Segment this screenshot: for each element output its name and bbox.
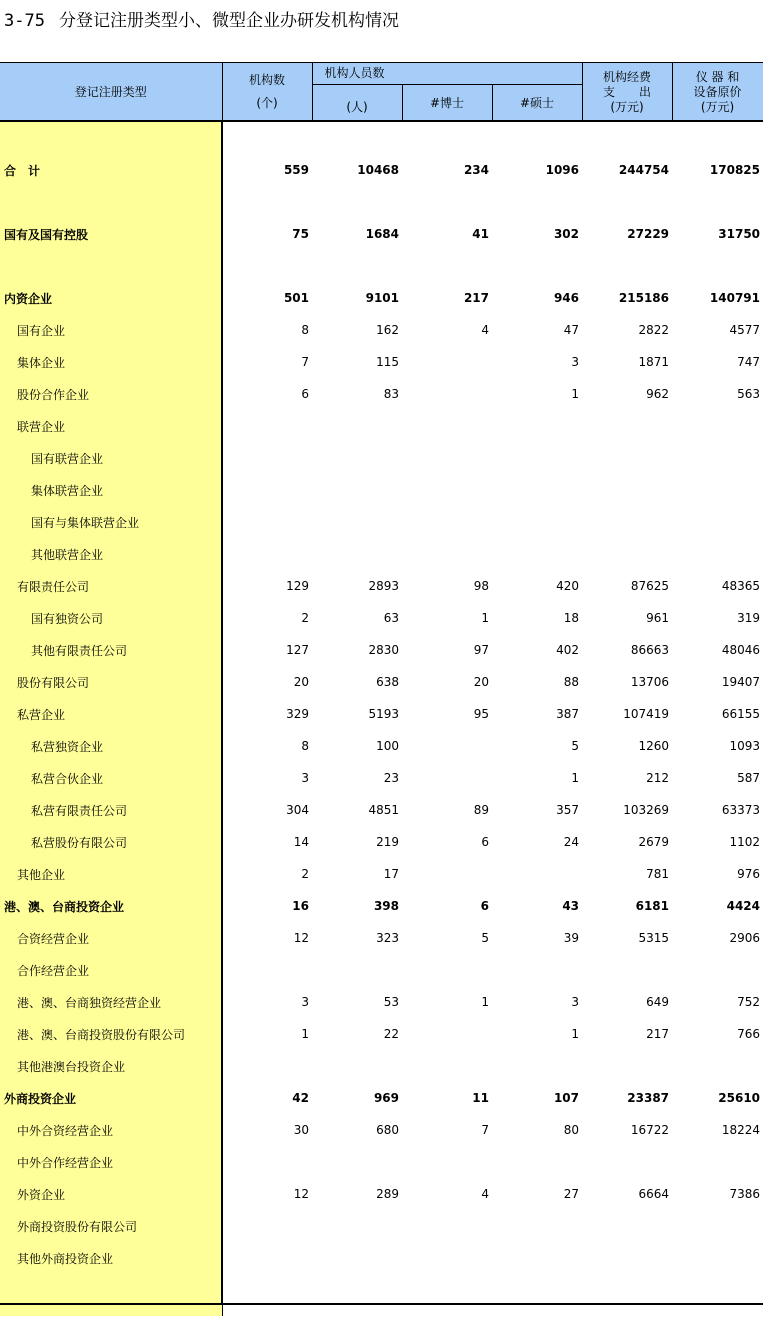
table-row: [0, 442, 763, 474]
row-label: 联营企业: [0, 410, 222, 442]
cell-masters: 402: [556, 643, 580, 657]
cell-personnel: 162: [376, 323, 399, 337]
cell-masters: 3: [571, 995, 580, 1009]
header-equip-unit: (万元): [700, 99, 735, 114]
cell-equipment: [672, 506, 763, 538]
cell-personnel: 63: [383, 611, 399, 625]
cell-institutions: [222, 538, 312, 570]
table-row: [0, 730, 763, 762]
cell-equipment: 1093: [729, 739, 761, 753]
cell-expense: [582, 1050, 672, 1082]
cell-institutions: [222, 1146, 312, 1178]
label-column-divider: [221, 120, 222, 1304]
cell-expense: [582, 538, 672, 570]
header-personnel-unit: (人): [312, 85, 402, 122]
row-label: 合 计: [0, 154, 222, 186]
cell-personnel: [312, 474, 402, 506]
table-row: [0, 858, 763, 890]
cell-phd: [402, 1210, 492, 1242]
cell-masters: 1: [571, 387, 580, 401]
cell-institutions: 127: [286, 643, 309, 657]
header-masters: #硕士: [492, 85, 582, 122]
cell-phd: 11: [472, 1091, 489, 1105]
table-row: [0, 666, 763, 698]
table-row: [0, 506, 763, 538]
row-label: 股份合作企业: [0, 378, 222, 410]
cell-phd: 95: [473, 707, 489, 721]
cell-personnel: [312, 506, 402, 538]
cell-phd: 5: [481, 931, 489, 945]
row-label: 其他企业: [0, 858, 222, 890]
table-row: [0, 762, 763, 794]
row-label: 其他港澳台投资企业: [0, 1050, 222, 1082]
cell-personnel: 115: [376, 355, 399, 369]
cell-expense: 16722: [630, 1123, 670, 1137]
cell-masters: 27: [563, 1187, 580, 1201]
cell-equipment: [672, 474, 763, 506]
cell-expense: [582, 506, 672, 538]
row-label: 中外合作经营企业: [0, 1146, 222, 1178]
cell-masters: 387: [556, 707, 580, 721]
cell-phd: 217: [463, 291, 489, 305]
cell-masters: 39: [563, 931, 580, 945]
cell-phd: 1: [481, 611, 489, 625]
cell-expense: 86663: [630, 643, 670, 657]
cell-personnel: 2893: [368, 579, 399, 593]
row-label: 集体企业: [0, 346, 222, 378]
cell-expense: 23387: [627, 1091, 670, 1105]
cell-institutions: 42: [292, 1091, 309, 1105]
table-row: [0, 602, 763, 634]
table-row: [0, 1178, 763, 1210]
cell-institutions: [222, 474, 312, 506]
cell-phd: 6: [480, 899, 489, 913]
cell-personnel: [312, 410, 402, 442]
header-expense-unit: (万元): [610, 99, 644, 114]
cell-institutions: 20: [293, 675, 309, 689]
cell-phd: 41: [472, 227, 489, 241]
cell-institutions: 1: [301, 1027, 309, 1041]
row-label: 其他外商投资企业: [0, 1242, 222, 1274]
row-label: 内资企业: [0, 282, 222, 314]
row-label: 私营合伙企业: [0, 762, 222, 794]
cell-personnel: [312, 1146, 402, 1178]
cell-equipment: 747: [737, 355, 761, 369]
cell-equipment: 7386: [729, 1187, 761, 1201]
table-row: [0, 538, 763, 570]
table-header: [0, 63, 763, 122]
cell-phd: [402, 346, 492, 378]
cell-masters: [492, 474, 582, 506]
row-label: 私营独资企业: [0, 730, 222, 762]
cell-equipment: 976: [737, 867, 761, 881]
cell-institutions: [222, 1210, 312, 1242]
cell-expense: 107419: [623, 707, 670, 721]
cell-institutions: [222, 506, 312, 538]
table-row: [0, 1210, 763, 1242]
cell-personnel: [312, 538, 402, 570]
table-row: [0, 314, 763, 346]
spacer-row: [0, 122, 763, 155]
cell-equipment: 140791: [709, 291, 761, 305]
row-label: 私营股份有限公司: [0, 826, 222, 858]
cell-expense: 103269: [623, 803, 670, 817]
cell-expense: 217: [646, 1027, 670, 1041]
cell-masters: 5: [571, 739, 580, 753]
cell-equipment: 31750: [718, 227, 761, 241]
table-row: [0, 218, 763, 250]
cell-masters: [492, 506, 582, 538]
cell-personnel: 22: [383, 1027, 399, 1041]
table-row: [0, 570, 763, 602]
cell-equipment: [672, 1050, 763, 1082]
table-row: [0, 346, 763, 378]
cell-masters: 80: [563, 1123, 580, 1137]
cell-personnel: [312, 1050, 402, 1082]
page-title: [4, 6, 399, 31]
cell-personnel: 1684: [365, 227, 399, 241]
cell-masters: 420: [556, 579, 580, 593]
cell-phd: [402, 954, 492, 986]
spacer-row: [0, 250, 763, 282]
cell-phd: 97: [473, 643, 489, 657]
cell-phd: 20: [473, 675, 489, 689]
cell-personnel: 9101: [365, 291, 399, 305]
trailing-row: [0, 1274, 763, 1316]
header-expense-l2: 支 出: [602, 84, 652, 99]
cell-institutions: [222, 410, 312, 442]
row-label: 私营企业: [0, 698, 222, 730]
cell-masters: 18: [563, 611, 580, 625]
cell-institutions: 329: [286, 707, 309, 721]
cell-expense: [582, 1242, 672, 1274]
cell-phd: [402, 1242, 492, 1274]
cell-personnel: 10468: [357, 163, 399, 177]
table-row: [0, 698, 763, 730]
cell-expense: [582, 954, 672, 986]
cell-personnel: 638: [376, 675, 399, 689]
table-row: [0, 282, 763, 314]
cell-masters: 946: [553, 291, 580, 305]
cell-phd: 6: [481, 835, 489, 849]
cell-institutions: 501: [283, 291, 309, 305]
table-row: [0, 378, 763, 410]
cell-phd: 1: [481, 995, 489, 1009]
cell-expense: 2679: [638, 835, 670, 849]
header-equip-l1: 仪 器 和: [695, 69, 740, 84]
cell-personnel: 323: [376, 931, 399, 945]
table-row: [0, 1242, 763, 1274]
cell-expense: 6181: [635, 899, 670, 913]
cell-phd: 89: [473, 803, 489, 817]
cell-expense: 87625: [630, 579, 670, 593]
cell-expense: 781: [646, 867, 670, 881]
cell-equipment: 66155: [721, 707, 761, 721]
header-personnel: 机构人员数: [312, 63, 582, 85]
row-label: 国有及国有控股: [0, 218, 222, 250]
cell-expense: [582, 1210, 672, 1242]
table-row: [0, 634, 763, 666]
row-label: 集体联营企业: [0, 474, 222, 506]
cell-institutions: 6: [301, 387, 309, 401]
cell-phd: 7: [481, 1123, 489, 1137]
row-label: 其他联营企业: [0, 538, 222, 570]
row-label: 国有与集体联营企业: [0, 506, 222, 538]
cell-expense: 27229: [627, 227, 670, 241]
header-equip-l2: 设备原价: [693, 84, 742, 99]
cell-equipment: [672, 442, 763, 474]
cell-expense: 6664: [638, 1187, 670, 1201]
cell-institutions: 8: [301, 323, 309, 337]
cell-institutions: 8: [301, 739, 309, 753]
cell-institutions: 12: [293, 1187, 309, 1201]
cell-institutions: [222, 1050, 312, 1082]
table-row: [0, 986, 763, 1018]
table-row: [0, 826, 763, 858]
cell-masters: 24: [563, 835, 580, 849]
cell-institutions: [222, 442, 312, 474]
row-label: 港、澳、台商投资企业: [0, 890, 222, 922]
header-institutions: [222, 63, 312, 122]
table-number: 3-75: [4, 11, 45, 31]
header-institutions-label: 机构数: [248, 73, 285, 87]
table-row: [0, 410, 763, 442]
table-row: [0, 1146, 763, 1178]
cell-phd: [402, 1050, 492, 1082]
cell-masters: 43: [562, 899, 580, 913]
cell-masters: [492, 538, 582, 570]
cell-masters: [492, 858, 582, 890]
cell-personnel: [312, 1210, 402, 1242]
cell-masters: 1096: [545, 163, 580, 177]
cell-masters: 1: [571, 1027, 580, 1041]
cell-masters: [492, 1050, 582, 1082]
table-row: [0, 1082, 763, 1114]
cell-institutions: 30: [293, 1123, 309, 1137]
header-expense: [582, 63, 672, 122]
cell-institutions: 3: [301, 771, 309, 785]
cell-personnel: 680: [376, 1123, 399, 1137]
cell-equipment: 18224: [721, 1123, 761, 1137]
cell-personnel: 289: [376, 1187, 399, 1201]
cell-equipment: 563: [737, 387, 761, 401]
cell-phd: [402, 538, 492, 570]
cell-masters: 47: [563, 323, 580, 337]
bottom-rule: [0, 1303, 763, 1305]
cell-equipment: 587: [737, 771, 761, 785]
row-label: 国有联营企业: [0, 442, 222, 474]
cell-masters: [492, 1242, 582, 1274]
table-row: [0, 1018, 763, 1050]
cell-personnel: 5193: [368, 707, 399, 721]
table-row: [0, 154, 763, 186]
cell-expense: 5315: [638, 931, 670, 945]
cell-expense: 215186: [618, 291, 670, 305]
cell-equipment: 4424: [726, 899, 761, 913]
cell-phd: [402, 410, 492, 442]
cell-institutions: 2: [301, 611, 309, 625]
cell-institutions: 7: [301, 355, 309, 369]
header-phd: #博士: [402, 85, 492, 122]
cell-masters: [492, 410, 582, 442]
header-equipment: [672, 63, 763, 122]
cell-phd: [402, 730, 492, 762]
cell-phd: [402, 762, 492, 794]
cell-phd: [402, 1018, 492, 1050]
table-row: [0, 1114, 763, 1146]
cell-phd: [402, 1146, 492, 1178]
cell-expense: [582, 410, 672, 442]
cell-personnel: [312, 442, 402, 474]
cell-institutions: 12: [293, 931, 309, 945]
cell-institutions: [222, 954, 312, 986]
cell-personnel: 969: [373, 1091, 399, 1105]
cell-phd: [402, 506, 492, 538]
cell-expense: 962: [646, 387, 670, 401]
spacer-row: [0, 186, 763, 218]
cell-masters: 88: [563, 675, 580, 689]
cell-phd: [402, 442, 492, 474]
cell-expense: [582, 1146, 672, 1178]
cell-equipment: 752: [737, 995, 761, 1009]
table-row: [0, 922, 763, 954]
cell-phd: 4: [481, 1187, 489, 1201]
cell-expense: 2822: [638, 323, 670, 337]
cell-expense: 212: [646, 771, 670, 785]
cell-masters: 3: [571, 355, 580, 369]
cell-personnel: 4851: [368, 803, 399, 817]
cell-expense: [582, 474, 672, 506]
cell-expense: 13706: [630, 675, 670, 689]
cell-equipment: 319: [737, 611, 761, 625]
row-label: 外商投资股份有限公司: [0, 1210, 222, 1242]
row-label: 国有企业: [0, 314, 222, 346]
table-title-text: 分登记注册类型小、微型企业办研发机构情况: [58, 11, 399, 31]
cell-personnel: [312, 954, 402, 986]
cell-masters: [492, 954, 582, 986]
cell-institutions: 3: [301, 995, 309, 1009]
cell-institutions: 129: [286, 579, 309, 593]
cell-institutions: 2: [301, 867, 309, 881]
cell-equipment: 25610: [718, 1091, 761, 1105]
cell-equipment: [672, 410, 763, 442]
cell-masters: 357: [556, 803, 580, 817]
table-row: [0, 954, 763, 986]
cell-expense: 649: [646, 995, 670, 1009]
cell-phd: 98: [473, 579, 489, 593]
row-label: 股份有限公司: [0, 666, 222, 698]
cell-equipment: [672, 1146, 763, 1178]
row-label: 港、澳、台商独资经营企业: [0, 986, 222, 1018]
cell-masters: [492, 1210, 582, 1242]
cell-expense: 244754: [618, 163, 670, 177]
cell-equipment: 48046: [721, 643, 761, 657]
table-row: [0, 890, 763, 922]
cell-institutions: 559: [283, 163, 309, 177]
row-label: 外资企业: [0, 1178, 222, 1210]
header-reg-type: 登记注册类型: [0, 63, 222, 122]
cell-personnel: 2830: [368, 643, 399, 657]
cell-phd: [402, 378, 492, 410]
row-label: 合作经营企业: [0, 954, 222, 986]
cell-equipment: 2906: [729, 931, 761, 945]
cell-masters: 107: [553, 1091, 580, 1105]
cell-personnel: 53: [383, 995, 399, 1009]
cell-phd: [402, 474, 492, 506]
cell-equipment: [672, 1242, 763, 1274]
header-rule: [0, 120, 763, 122]
cell-equipment: 766: [737, 1027, 761, 1041]
cell-masters: 302: [553, 227, 580, 241]
cell-expense: 1260: [638, 739, 670, 753]
cell-equipment: 170825: [709, 163, 761, 177]
cell-masters: 1: [571, 771, 580, 785]
cell-personnel: 83: [383, 387, 399, 401]
cell-institutions: 16: [292, 899, 309, 913]
cell-phd: 234: [463, 163, 489, 177]
cell-equipment: [672, 1210, 763, 1242]
cell-phd: 4: [481, 323, 489, 337]
cell-equipment: 19407: [721, 675, 761, 689]
cell-institutions: 304: [286, 803, 309, 817]
table-body: [0, 122, 763, 1317]
cell-masters: [492, 1146, 582, 1178]
cell-phd: [402, 858, 492, 890]
cell-personnel: 219: [376, 835, 399, 849]
table-row: [0, 474, 763, 506]
statistics-table: [0, 62, 763, 1316]
row-label: 合资经营企业: [0, 922, 222, 954]
cell-masters: [492, 442, 582, 474]
row-label: 外商投资企业: [0, 1082, 222, 1114]
header-expense-l1: 机构经费: [603, 69, 652, 84]
row-label: 有限责任公司: [0, 570, 222, 602]
cell-equipment: [672, 538, 763, 570]
cell-personnel: 100: [376, 739, 399, 753]
row-label: 其他有限责任公司: [0, 634, 222, 666]
cell-expense: 1871: [638, 355, 670, 369]
cell-personnel: 23: [383, 771, 399, 785]
row-label: 港、澳、台商投资股份有限公司: [0, 1018, 222, 1050]
cell-equipment: 48365: [721, 579, 761, 593]
cell-personnel: [312, 1242, 402, 1274]
cell-institutions: [222, 1242, 312, 1274]
cell-equipment: [672, 954, 763, 986]
table-row: [0, 794, 763, 826]
cell-expense: 961: [646, 611, 670, 625]
row-label: 私营有限责任公司: [0, 794, 222, 826]
cell-expense: [582, 442, 672, 474]
row-label: 国有独资公司: [0, 602, 222, 634]
row-label: 中外合资经营企业: [0, 1114, 222, 1146]
cell-equipment: 4577: [729, 323, 761, 337]
cell-personnel: 17: [383, 867, 399, 881]
table-row: [0, 1050, 763, 1082]
cell-institutions: 75: [292, 227, 309, 241]
header-institutions-unit: (个): [256, 96, 278, 110]
cell-equipment: 63373: [721, 803, 761, 817]
cell-personnel: 398: [373, 899, 399, 913]
cell-institutions: 14: [293, 835, 309, 849]
cell-equipment: 1102: [729, 835, 761, 849]
